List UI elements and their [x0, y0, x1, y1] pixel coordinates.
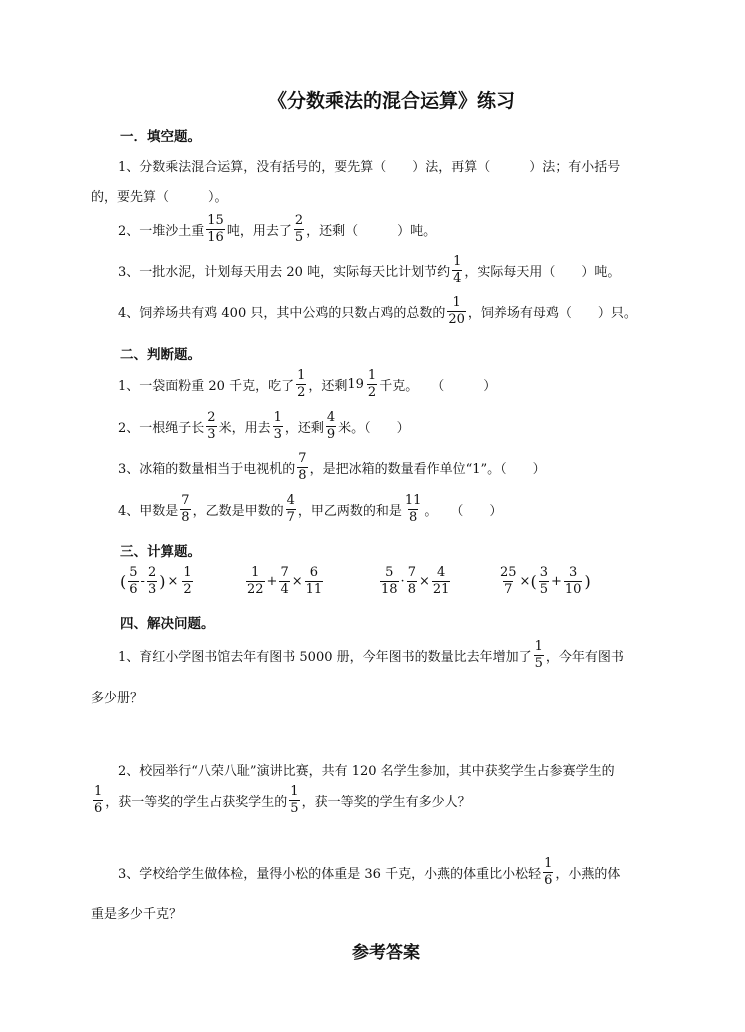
numerator: 7 [280, 565, 289, 580]
fraction [432, 566, 451, 596]
fraction [289, 785, 299, 815]
denominator: 6 [129, 581, 138, 597]
section-judge-heading: 二、判断题。 [120, 347, 201, 363]
judge-q2 [118, 411, 410, 441]
solve-q3-line2: 重是多少千克？ [91, 907, 183, 922]
fill-q1-line2: 的，要先算（ ）。 [91, 190, 228, 205]
judge-q2-text-a: 2、一根绳子长 [118, 420, 205, 436]
solve-q3 [118, 857, 620, 887]
judge-q2-text-c: ，还剩 [284, 420, 324, 436]
mixed-number-integer: 19 [347, 376, 364, 392]
numerator: 3 [569, 565, 578, 580]
fraction [452, 255, 462, 285]
fraction [543, 857, 553, 887]
denominator: 3 [147, 581, 157, 597]
fraction [246, 566, 265, 596]
fraction [286, 494, 296, 524]
denominator: 6 [544, 872, 553, 888]
fraction [305, 566, 324, 596]
operator: × [519, 573, 531, 589]
fraction [404, 494, 423, 524]
judge-q3-text-b: ，是把冰箱的数量看作单位“1”。（ ） [309, 461, 546, 477]
left-paren: ( [120, 571, 127, 591]
denominator: 8 [409, 509, 418, 525]
operator: × [167, 573, 179, 589]
fraction [534, 640, 544, 670]
fill-q2-text-b: 吨，用去了 [226, 223, 292, 239]
fraction [147, 566, 157, 596]
denominator: 10 [564, 581, 582, 597]
fraction [273, 411, 283, 441]
numerator: 25 [500, 565, 517, 580]
denominator: 8 [407, 581, 416, 597]
judge-q1 [118, 369, 496, 399]
fraction [564, 566, 583, 596]
denominator: 21 [432, 581, 450, 597]
judge-q2-text-d: 米。（ ） [338, 420, 410, 436]
denominator: 2 [297, 384, 306, 400]
operator: - [140, 573, 145, 589]
denominator: 5 [539, 581, 548, 597]
right-paren: ) [159, 571, 166, 591]
operator: × [418, 573, 430, 589]
section-fill-heading: 一．填空题。 [120, 129, 201, 145]
denominator: 8 [181, 509, 190, 525]
page-title: 《分数乘法的混合运算》练习 [268, 90, 516, 112]
denominator: 9 [326, 426, 336, 442]
fraction [93, 785, 103, 815]
fraction [499, 566, 518, 596]
fraction [297, 452, 307, 482]
calc-expression-2 [244, 566, 325, 596]
solve-q1 [118, 640, 624, 670]
numerator: 7 [181, 493, 190, 508]
denominator: 11 [305, 581, 323, 597]
denominator: 2 [183, 581, 192, 597]
solve-q1-text-a: 1、育红小学图书馆去年有图书 5000 册，今年图书的数量比去年增加了 [118, 649, 532, 665]
denominator: 5 [290, 800, 299, 816]
denominator: 5 [534, 655, 543, 671]
judge-q3 [118, 452, 546, 482]
solve-q1-line2: 多少册？ [91, 691, 144, 706]
denominator: 7 [504, 581, 513, 597]
judge-q4-text-c: ，甲乙两数的和是 [297, 503, 402, 519]
numerator: 5 [129, 565, 138, 580]
numerator: 7 [298, 451, 307, 466]
numerator: 15 [207, 213, 224, 228]
numerator: 1 [452, 295, 461, 310]
numerator: 1 [183, 565, 192, 580]
denominator: 20 [448, 311, 465, 327]
section-solve-heading: 四、解决问题。 [120, 616, 215, 632]
denominator: 4 [280, 581, 289, 597]
solve-q2-line2 [91, 785, 471, 815]
fraction [326, 411, 336, 441]
denominator: 18 [381, 581, 398, 597]
denominator: 5 [294, 229, 304, 245]
fraction [367, 369, 377, 399]
numerator: 4 [326, 410, 336, 425]
operator: + [266, 573, 278, 589]
judge-q2-text-b: 米，用去 [218, 420, 271, 436]
fraction [407, 566, 417, 596]
judge-q1-text-a: 1、一袋面粉重 20 千克，吃了 [118, 378, 295, 394]
denominator: 4 [453, 270, 462, 286]
numerator: 1 [94, 784, 103, 799]
solve-q2-text-a: ，获一等奖的学生占获奖学生的 [105, 794, 288, 810]
fill-q3-text-b: ，实际每天用（ ）吨。 [464, 264, 621, 280]
fill-q1-line1: 1、分数乘法混合运算，没有括号的，要先算（ ）法，再算（ ）法；有小括号 [118, 160, 621, 175]
solve-q2-line1: 2、校园举行“八荣八耻”演讲比赛，共有 120 名学生参加，其中获奖学生占参赛学生的 [118, 764, 615, 779]
numerator: 1 [453, 254, 462, 269]
operator: + [550, 573, 562, 589]
judge-q4-text-b: ，乙数是甲数的 [192, 503, 284, 519]
numerator: 1 [534, 639, 543, 654]
denominator: 8 [298, 467, 307, 483]
judge-q3-text-a: 3、冰箱的数量相当于电视机的 [118, 461, 296, 477]
judge-q4-text-d: 。 （ ） [424, 503, 503, 519]
numerator: 1 [544, 856, 553, 871]
denominator: 7 [286, 509, 295, 525]
judge-q1-text-b: ，还剩 [308, 378, 348, 394]
fraction [206, 411, 216, 441]
calc-expression-1 [120, 566, 195, 596]
fill-q3 [118, 255, 620, 285]
fill-q2-text-c: ，还剩（ ）吨。 [306, 223, 437, 239]
fraction [296, 369, 306, 399]
section-calc-heading: 三、计算题。 [120, 544, 201, 560]
operator: · [400, 573, 405, 589]
solve-q3-text-a: 3、学校给学生做体检，量得小松的体重是 36 千克，小燕的体重比小松轻 [118, 866, 542, 882]
operator: × [291, 573, 303, 589]
numerator: 1 [290, 784, 299, 799]
denominator: 16 [207, 229, 224, 245]
fraction [447, 296, 466, 326]
fill-q4-text-a: 4、饲养场共有鸡 400 只，其中公鸡的只数占鸡的总数的 [118, 305, 446, 321]
denominator: 2 [367, 384, 377, 400]
fill-q4-text-b: ，饲养场有母鸡（ ）只。 [467, 305, 637, 321]
numerator: 1 [251, 565, 260, 580]
fill-q2-text-a: 2、一堆沙土重 [118, 223, 205, 239]
calc-expression-3 [378, 566, 452, 596]
denominator: 22 [247, 581, 264, 597]
numerator: 7 [407, 565, 416, 580]
solve-q3-text-b: ，小燕的体 [555, 866, 621, 882]
denominator: 6 [94, 800, 103, 816]
fraction [206, 214, 225, 244]
numerator: 4 [437, 565, 446, 580]
fraction [182, 566, 192, 596]
fill-q3-text-a: 3、一批水泥，计划每天用去 20 吨，实际每天比计划节约 [118, 264, 451, 280]
judge-q4 [118, 494, 502, 524]
solve-q1-text-b: ，今年有图书 [545, 649, 624, 665]
fraction [380, 566, 399, 596]
numerator: 2 [207, 410, 216, 425]
numerator: 1 [367, 368, 377, 383]
answer-key-heading: 参考答案 [352, 943, 420, 963]
fraction [539, 566, 549, 596]
fraction [294, 214, 304, 244]
numerator: 2 [147, 565, 157, 580]
fill-q2 [118, 214, 436, 244]
fraction [128, 566, 138, 596]
solve-q2-text-b: ，获一等奖的学生有多少人？ [301, 794, 471, 810]
numerator: 1 [273, 410, 282, 425]
numerator: 5 [385, 565, 394, 580]
fill-q4 [118, 296, 637, 326]
denominator: 3 [207, 426, 216, 442]
numerator: 4 [286, 493, 295, 508]
fraction [180, 494, 190, 524]
denominator: 3 [273, 426, 282, 442]
right-paren: ) [584, 571, 591, 591]
judge-q1-text-c: 千克。 （ ） [379, 378, 497, 394]
numerator: 1 [297, 368, 306, 383]
left-paren: ( [530, 571, 537, 591]
numerator: 2 [294, 213, 304, 228]
numerator: 6 [309, 565, 319, 580]
judge-q4-text-a: 4、甲数是 [118, 503, 179, 519]
fraction [279, 566, 289, 596]
numerator: 3 [539, 565, 548, 580]
calc-expression-4 [497, 566, 591, 596]
numerator: 11 [404, 493, 422, 508]
